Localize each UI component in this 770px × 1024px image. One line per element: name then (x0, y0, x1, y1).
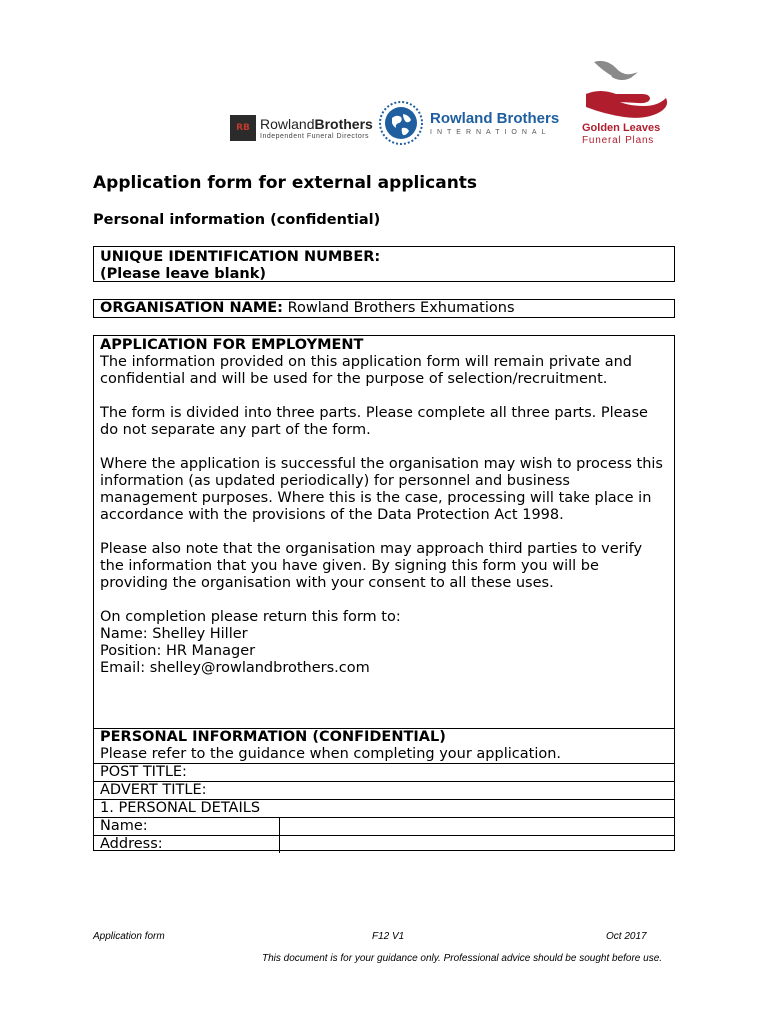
rb-logo-tagline: Independent Funeral Directors (260, 132, 370, 140)
rb-monogram-icon: RB (230, 115, 256, 141)
footer-disclaimer: This document is for your guidance only. Professional advice should be sought before use. (262, 953, 663, 964)
address-row (94, 835, 674, 853)
personal-details-label: 1. PERSONAL DETAILS (100, 800, 261, 816)
uid-note: (Please leave blank) (100, 266, 267, 282)
advert-title-label: ADVERT TITLE: (100, 782, 207, 798)
organisation-label: ORGANISATION NAME: (100, 300, 283, 316)
rb-logo-name: RowlandBrothers (260, 115, 373, 132)
application-third-parties: Please also note that the organisation may approach third parties to verify the information that you have given. By signing this form you will be providing the organisation with your consent to all these uses. (100, 541, 643, 591)
advert-title-field[interactable] (94, 781, 674, 799)
uid-box (93, 246, 675, 282)
header-logos (0, 0, 770, 160)
globe-icon (378, 100, 424, 146)
organisation-box (93, 299, 675, 318)
name-field[interactable] (280, 818, 674, 835)
personal-info-note: Please refer to the guidance when completing your application. (100, 746, 562, 762)
address-field[interactable] (280, 836, 674, 853)
application-heading: APPLICATION FOR EMPLOYMENT (100, 337, 364, 353)
contact-name: Name: Shelley Hiller (100, 626, 248, 642)
golden-leaves-logo (582, 58, 674, 146)
post-title-field[interactable] (94, 763, 674, 781)
application-box (93, 335, 675, 851)
name-row (94, 817, 674, 835)
return-to-text: On completion please return this form to: (100, 609, 401, 625)
rowland-brothers-logo (230, 114, 373, 142)
post-title-label: POST TITLE: (100, 764, 187, 780)
rbi-logo-tagline: INTERNATIONAL (430, 129, 551, 136)
address-label: Address: (94, 836, 280, 853)
footer-right: Oct 2017 (606, 931, 647, 942)
personal-info-row (94, 728, 674, 763)
page-subtitle: Personal information (confidential) (93, 212, 381, 228)
uid-label: UNIQUE IDENTIFICATION NUMBER: (100, 249, 381, 265)
contact-position: Position: HR Manager (100, 643, 256, 659)
page-title: Application form for external applicants (93, 173, 478, 193)
personal-details-section (94, 799, 674, 817)
organisation-value: Rowland Brothers Exhumations (282, 300, 515, 316)
contact-email[interactable]: Email: shelley@rowlandbrothers.com (100, 660, 370, 676)
gl-logo-tagline: Funeral Plans (582, 134, 655, 146)
rbi-logo-name: Rowland Brothers (430, 110, 560, 127)
application-parts: The form is divided into three parts. Please complete all three parts. Please do not separate any part of the form. (100, 405, 648, 438)
rowland-brothers-international-logo (378, 100, 559, 146)
name-label: Name: (94, 818, 280, 835)
application-intro: The information provided on this application form will remain private and confidential and will be used for the purpose of selection/recruitment. (100, 354, 632, 387)
application-data-protection: Where the application is successful the organisation may wish to process this information (as updated periodically) for personnel and business management purposes. Where this is the case, processing will take place in accordance with the provisions of the Data Protection Act 1998. (100, 456, 663, 523)
hand-leaf-icon (582, 58, 670, 118)
footer-center: F12 V1 (372, 931, 405, 942)
gl-logo-name: Golden Leaves (582, 122, 661, 134)
footer-left: Application form (93, 931, 165, 942)
personal-info-heading: PERSONAL INFORMATION (CONFIDENTIAL) (100, 729, 446, 745)
